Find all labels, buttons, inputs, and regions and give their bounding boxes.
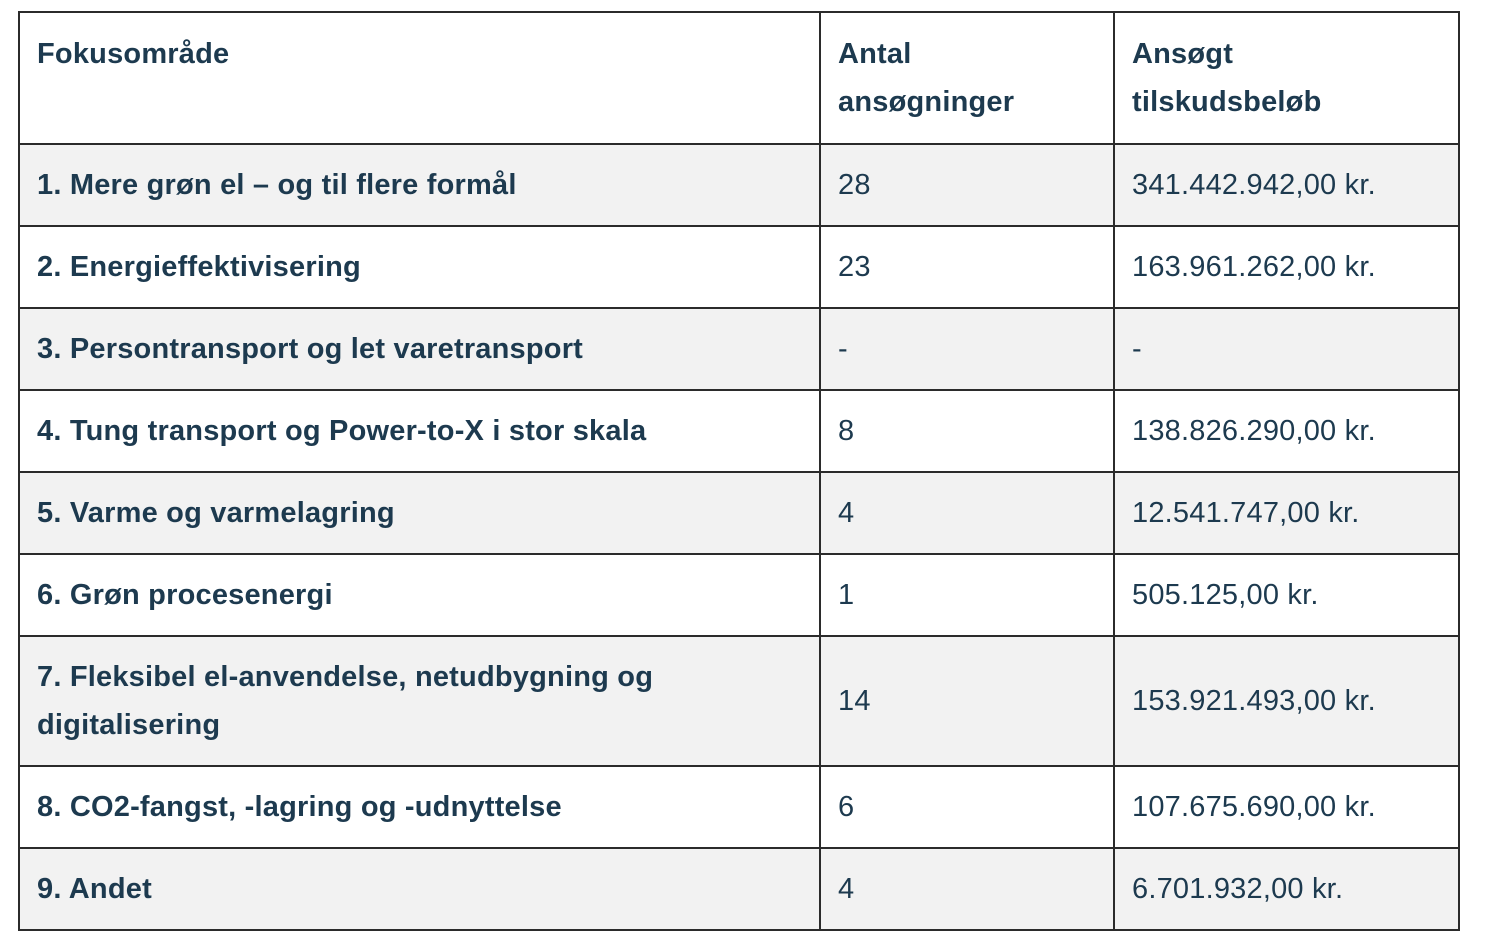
focus-area-table xyxy=(18,11,1460,931)
header-count-line1: Antal xyxy=(838,38,912,70)
row-application-count: 8 xyxy=(820,390,1114,472)
header-row xyxy=(19,12,1459,144)
row-focus-area: 1. Mere grøn el – og til flere formål xyxy=(19,144,820,226)
focus-area-table-container xyxy=(18,11,1458,931)
row-focus-area: 9. Andet xyxy=(19,848,820,930)
row-requested-amount: - xyxy=(1114,308,1459,390)
row-application-count: 6 xyxy=(820,766,1114,848)
row-requested-amount: 12.541.747,00 kr. xyxy=(1114,472,1459,554)
row-application-count: 14 xyxy=(820,636,1114,766)
row-focus-area: 5. Varme og varmelagring xyxy=(19,472,820,554)
table-row xyxy=(19,144,1459,226)
header-application-count xyxy=(820,12,1114,144)
row-application-count: 23 xyxy=(820,226,1114,308)
table-row xyxy=(19,636,1459,766)
table-row xyxy=(19,390,1459,472)
table-row xyxy=(19,472,1459,554)
row-requested-amount: 341.442.942,00 kr. xyxy=(1114,144,1459,226)
row-requested-amount: 107.675.690,00 kr. xyxy=(1114,766,1459,848)
header-focus-area-label: Fokusområde xyxy=(37,38,230,70)
row-requested-amount: 163.961.262,00 kr. xyxy=(1114,226,1459,308)
table-body xyxy=(19,144,1459,930)
header-count-line2: ansøgninger xyxy=(838,86,1015,118)
header-requested-amount xyxy=(1114,12,1459,144)
row-focus-area: 4. Tung transport og Power-to-X i stor skala xyxy=(19,390,820,472)
header-amount-line1: Ansøgt xyxy=(1132,38,1234,70)
row-application-count: 28 xyxy=(820,144,1114,226)
header-amount-line2: tilskudsbeløb xyxy=(1132,86,1322,118)
row-focus-area: 8. CO2-fangst, -lagring og -udnyttelse xyxy=(19,766,820,848)
row-focus-area: 3. Persontransport og let varetransport xyxy=(19,308,820,390)
row-focus-area: 7. Fleksibel el-anvendelse, netudbygning og digitalisering xyxy=(19,636,820,766)
table-row xyxy=(19,766,1459,848)
table-row xyxy=(19,308,1459,390)
table-row xyxy=(19,554,1459,636)
row-focus-area: 6. Grøn procesenergi xyxy=(19,554,820,636)
row-requested-amount: 505.125,00 kr. xyxy=(1114,554,1459,636)
row-requested-amount: 153.921.493,00 kr. xyxy=(1114,636,1459,766)
row-focus-area: 2. Energieffektivisering xyxy=(19,226,820,308)
row-application-count: 4 xyxy=(820,472,1114,554)
row-application-count: 4 xyxy=(820,848,1114,930)
table-row xyxy=(19,848,1459,930)
header-focus-area xyxy=(19,12,820,144)
table-header xyxy=(19,12,1459,144)
row-requested-amount: 6.701.932,00 kr. xyxy=(1114,848,1459,930)
row-application-count: - xyxy=(820,308,1114,390)
table-row xyxy=(19,226,1459,308)
row-application-count: 1 xyxy=(820,554,1114,636)
row-requested-amount: 138.826.290,00 kr. xyxy=(1114,390,1459,472)
